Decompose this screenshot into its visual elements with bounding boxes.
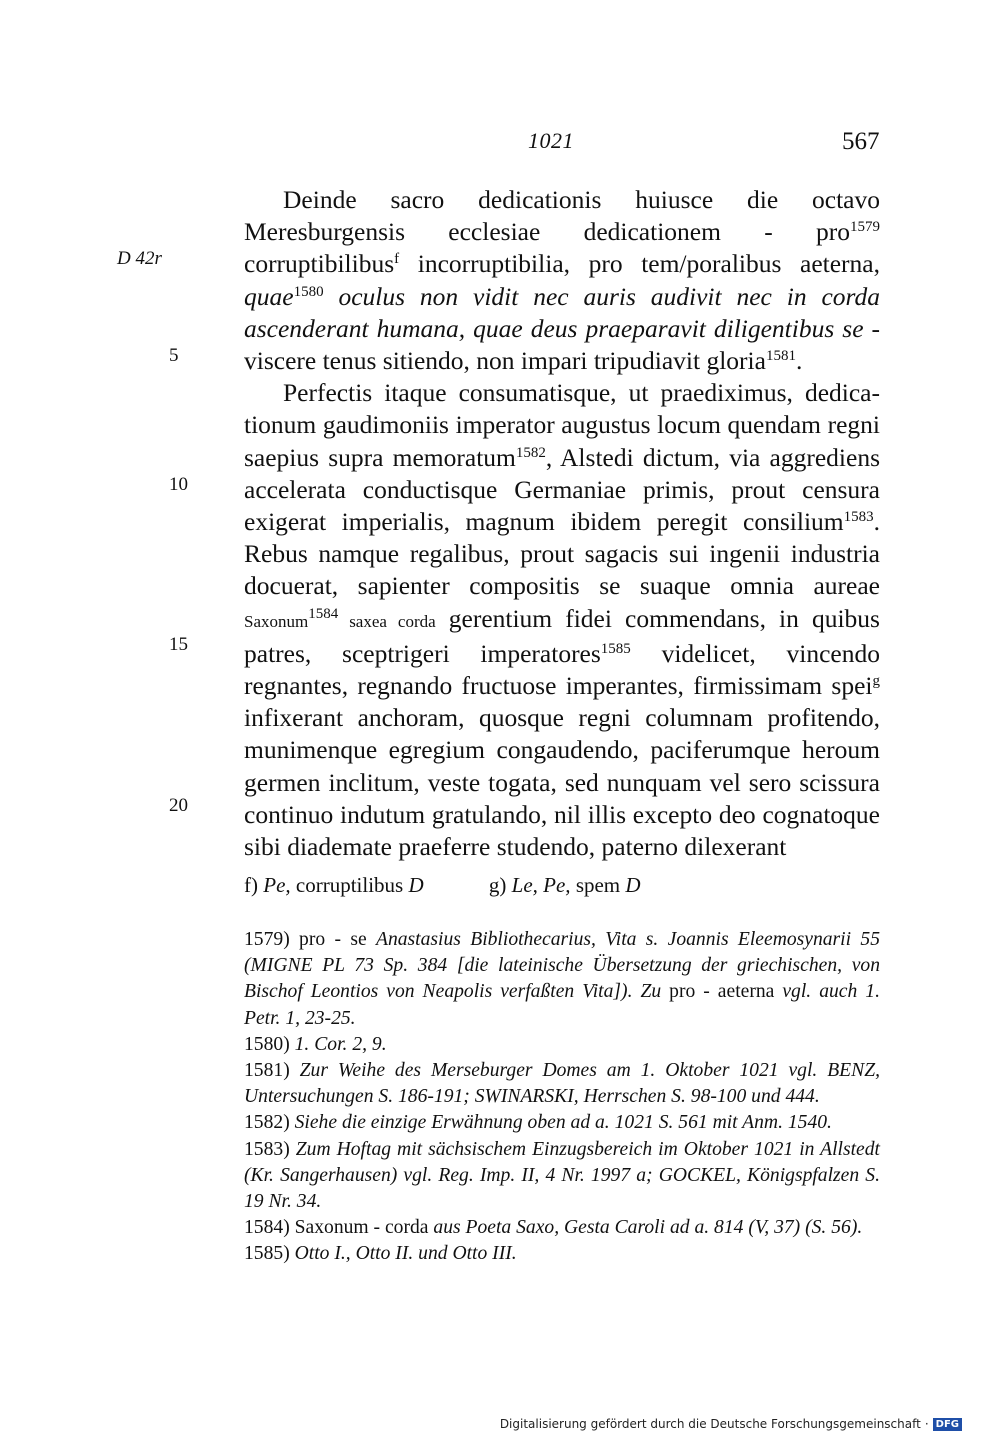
text-run: . Rebus namque regalibus, prout sagacis sui ingenii industria docuerat, sapienter compositis se suaque omnia aureae bbox=[244, 507, 880, 601]
text-run: . bbox=[795, 346, 803, 376]
margin-folio-note: D 42r bbox=[117, 248, 162, 269]
paragraph-2 bbox=[244, 377, 880, 863]
footnote-ref[interactable]: 1583 bbox=[843, 509, 874, 526]
line-number: 10 bbox=[169, 474, 188, 495]
footnote-1582: 1582) Siehe die einzige Erwähnung oben ad a. 1021 S. 561 mit Anm. 1540. bbox=[244, 1112, 832, 1134]
paragraph-1 bbox=[244, 184, 880, 377]
footnote-ref[interactable]: 1584 bbox=[308, 605, 339, 622]
quoted-small-text: Saxonum bbox=[244, 611, 309, 631]
text-run: , Alstedi dictum, via aggrediens accelerata conductisque Germaniae primis, prout censura exigerat imperialis, magnum ibidem peregit consilium bbox=[244, 442, 880, 537]
variant-f: f) Pe, corruptilibus D bbox=[244, 873, 424, 897]
footnote-ref[interactable]: 1580 bbox=[293, 283, 324, 300]
variant-g: g) Le, Pe, spem D bbox=[488, 873, 641, 897]
line-number: 20 bbox=[169, 795, 188, 816]
text-run: videlicet, vincendo regnantes, regnando fructuose imperantes, firmissimam spei bbox=[244, 638, 880, 701]
text-run: infixerant anchoram, quosque regni columnam profitendo, munimenque egregium congaudendo, paciferumque heroum germen inclitum, veste togata, sed nunquam vel sero scissura continuo indutum gratulando, nil illis excepto deo cognatoque sibi diademate praeferre studendo, paterno dilexerant bbox=[244, 703, 880, 862]
quoted-small-text: saxea corda bbox=[338, 611, 436, 631]
text-run: gerentium fidei commendans, in quibus patres, sceptrigeri imperatores bbox=[244, 603, 880, 668]
page-number: 567 bbox=[842, 128, 880, 155]
digitization-credit: Digitalisierung gefördert durch die Deutsche Forschungsgemeinschaft · DFG bbox=[500, 1417, 962, 1431]
line-number: 5 bbox=[169, 345, 179, 366]
critical-apparatus bbox=[244, 873, 884, 898]
footnote-1579: 1579) pro - se Anastasius Bibliothecarius, Vita s. Joannis Eleemosynarii 55 (MIGNE PL 73 Sp. 384 [die lateinische Übersetzung der griechischen, von Bischof Leontios von Neapolis verfaßten Vita]). Zu pro - aeterna vgl. auch 1. Petr. 1, 23-25. bbox=[244, 929, 880, 1029]
footnote-ref[interactable]: 1585 bbox=[600, 640, 631, 657]
text-run: Perfectis itaque consumatisque, ut praediximus, dedicationum gaudimoniis imperator augustus locum quendam regni saepius supra memoratum bbox=[244, 378, 880, 472]
footnotes bbox=[244, 927, 880, 1268]
italic-text: oculus non vidit nec auris audivit nec in corda ascenderant humana, quae deus praeparavit diligentibus se bbox=[244, 281, 880, 343]
footnote-1585: 1585) Otto I., Otto II. und Otto III. bbox=[244, 1243, 517, 1265]
main-text bbox=[244, 184, 880, 863]
footnote-1581: 1581) Zur Weihe des Merseburger Domes am 1. Oktober 1021 vgl. BENZ, Untersuchungen S. 186-191; SWINARSKI, Herrschen S. 98-100 und 444. bbox=[244, 1060, 880, 1108]
text-run: - viscere tenus sitiendo, non impari tripudiavit gloria bbox=[244, 313, 881, 376]
running-head-year: 1021 bbox=[528, 128, 574, 153]
variant-ref[interactable]: f bbox=[394, 251, 400, 268]
footnote-1580: 1580) 1. Cor. 2, 9. bbox=[244, 1033, 387, 1055]
footnote-1584: 1584) Saxonum - corda aus Poeta Saxo, Gesta Caroli ad a. 814 (V, 37) (S. 56). bbox=[244, 1217, 863, 1239]
footnote-ref[interactable]: 1582 bbox=[515, 444, 546, 461]
credit-text: Digitalisierung gefördert durch die Deutsche Forschungsgemeinschaft bbox=[499, 1417, 921, 1431]
footnote-ref[interactable]: 1581 bbox=[765, 348, 796, 365]
line-number: 15 bbox=[169, 634, 188, 655]
footnote-ref[interactable]: 1579 bbox=[850, 219, 880, 236]
text-run: corruptibilibus bbox=[244, 249, 395, 279]
variant-ref[interactable]: g bbox=[872, 673, 880, 690]
text-run: Deinde sacro dedicationis huiusce die octavo Meresburgensis ecclesiae dedicationem - pro bbox=[244, 185, 880, 247]
dfg-logo-icon: DFG bbox=[933, 1418, 962, 1431]
italic-text: quae bbox=[244, 281, 294, 311]
footnote-1583: 1583) Zum Hoftag mit sächsischem Einzugsbereich im Oktober 1021 in Allstedt (Kr. Sangerhausen) vgl. Reg. Imp. II, 4 Nr. 1997 a; GOCKEL, Königspfalzen S. 19 Nr. 34. bbox=[244, 1138, 880, 1213]
text-run: incorruptibilia, pro tem/poralibus aeterna, bbox=[399, 249, 880, 279]
